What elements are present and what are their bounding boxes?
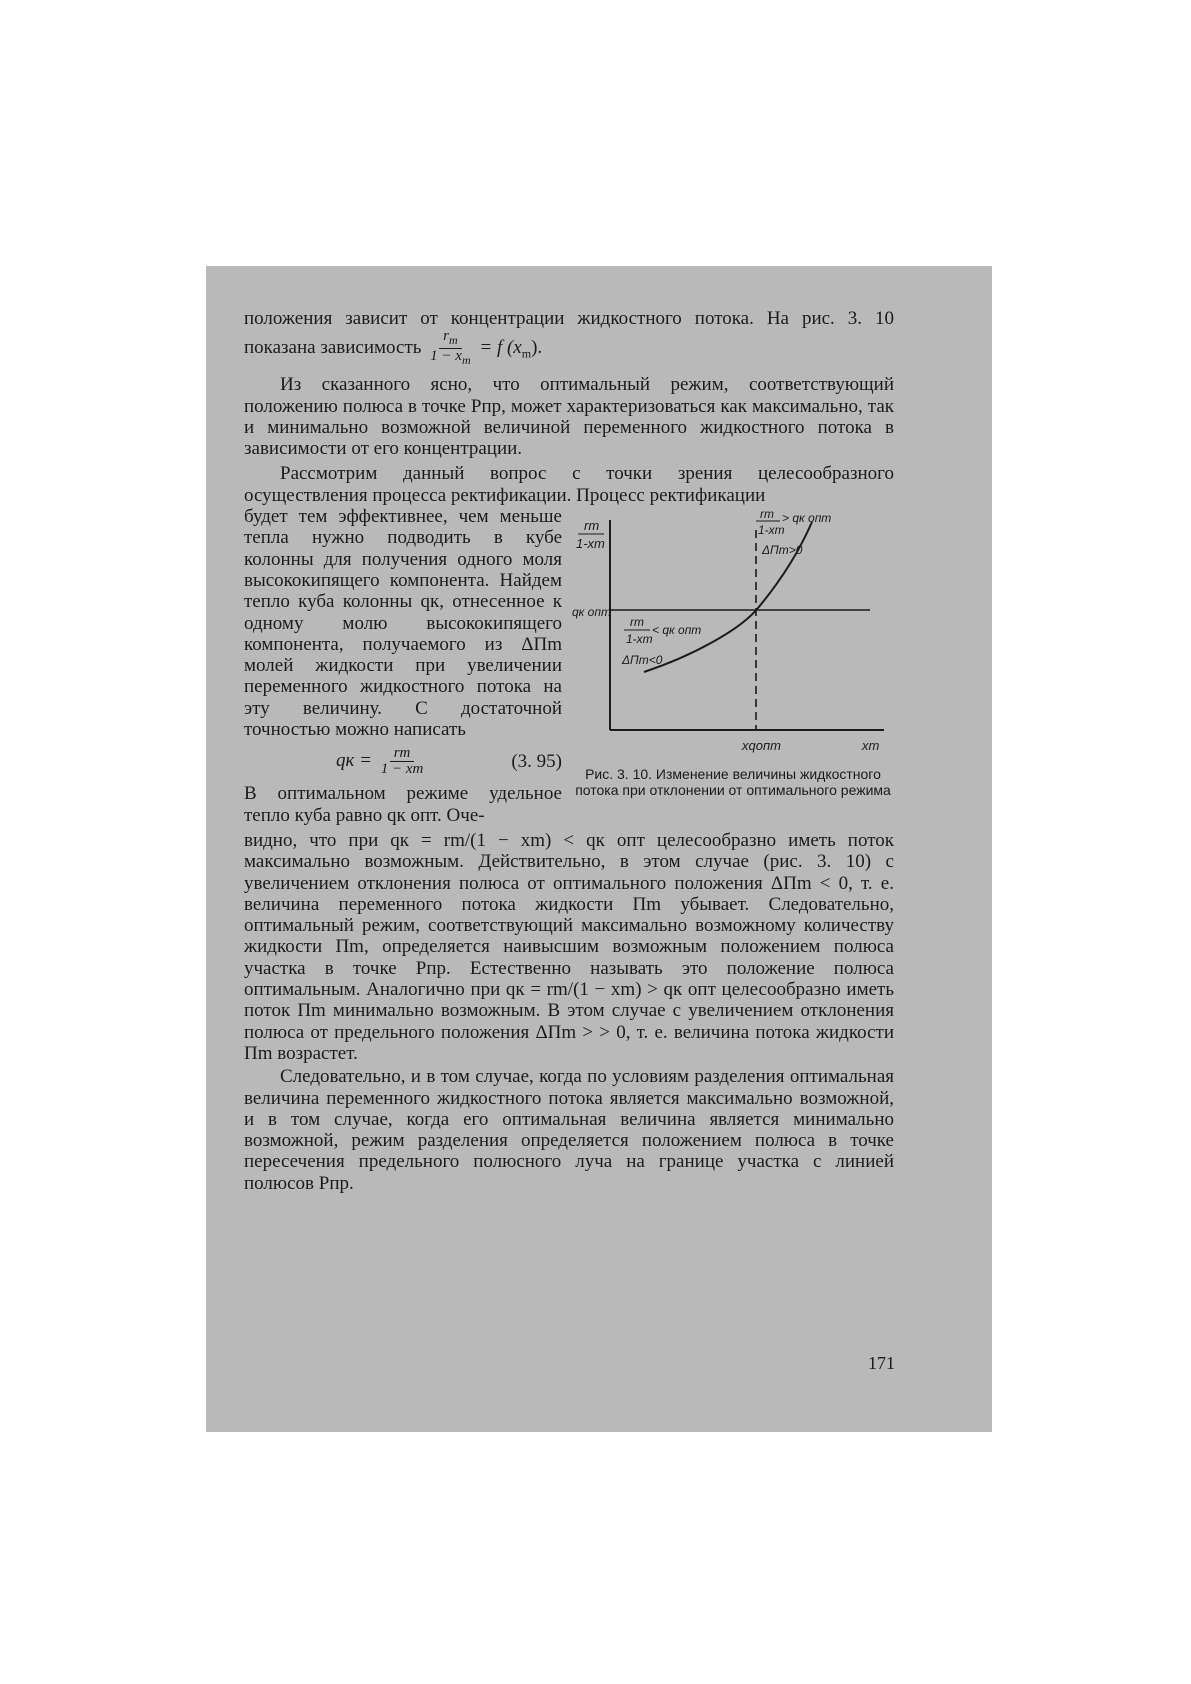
- equation-denominator: 1 − xm: [380, 761, 424, 778]
- page-body: [244, 308, 894, 1194]
- upper-note-numerator: rm: [760, 508, 774, 522]
- lower-note-relation: < qк опт: [652, 623, 702, 638]
- equation-fraction: [377, 746, 428, 777]
- upper-note-denominator: 1-xm: [758, 523, 785, 538]
- function-close: ).: [531, 337, 543, 359]
- equation-lhs: qк =: [336, 750, 377, 772]
- figure-3-10: [572, 508, 894, 798]
- paragraph-6: Следовательно, и в том случае, когда по условиям разделения оптимальная величина переменного жидкостного потока является максимально возможной, и в том случае, когда его оптимальная величина является минимально возможной, режим разделения определяется положением полюса в точке пересечения предельного полюсного луча на границе участка с линией полюсов Pпр.: [244, 1066, 894, 1194]
- paragraph-4-wrap: В оптимальном режиме удельное тепло куба равно qк опт. Оче-: [244, 783, 562, 826]
- x-tick-x-opt: xqопт: [742, 738, 781, 754]
- y-label-denominator: 1-xm: [576, 536, 605, 552]
- y-label-numerator: rm: [584, 518, 600, 534]
- x-axis-label: xm: [862, 738, 880, 754]
- fraction-denominator-sub: m: [461, 353, 471, 368]
- lower-note-numerator: rm: [630, 615, 644, 630]
- paragraph-5: видно, что при qк = rm/(1 − xm) < qк опт целесообразно иметь поток максимально возможным. Действительно, в этом случае (рис. 3. 10) с увеличением отклонения полюса от оптимального положения ΔПm < 0, т. е. величина переменного потока жидкости Пm убывает. Следовательно, оптимальный режим, соответствующий максимально возможному количеству жидкости Пm, определяется наивысшим возможным положением полюса участка в точке Pпр. Естественно называть это положение полюса оптимальным. Аналогично при qк = rm/(1 − xm) > qк опт целесообразно иметь поток Пm минимально возможным. В этом случае с увеличением отклонения полюса от предельного положения ΔПm > > 0, т. е. величина потока жидкости Пm возрастет.: [244, 829, 894, 1064]
- paragraph-3-wrap: будет тем эффективнее, чем меньше тепла нужно подводить в кубе колонны для получения одного моля высококипящего компонента. Найдем тепло куба колонны qк, отнесенное к одному молю высококипящего компонента, получаемого из ΔПm молей жидкости при увеличении переменного жидкостного потока на эту величину. С достаточной точностью можно написать: [244, 506, 562, 741]
- paragraph-3-intro: Рассмотрим данный вопрос с точки зрения целесообразного осуществления процесса ректификации. Процесс ректификации: [244, 463, 894, 506]
- y-tick-q-opt: qк опт: [572, 605, 611, 620]
- page-number: 171: [868, 1353, 895, 1373]
- fraction-numerator-sub: m: [448, 333, 458, 348]
- figure-caption: Рис. 3. 10. Изменение величины жидкостного потока при отклонении от оптимального режима: [575, 766, 891, 799]
- equation-body: [336, 746, 427, 777]
- paragraph-2: Из сказанного ясно, что оптимальный режим, соответствующий положению полюса в точке Pпр, может характеризоваться как максимально, так и минимально возможной величиной переменного жидкостного потока в зависимости от его концентрации.: [244, 374, 894, 460]
- equation-3-95: [244, 746, 562, 777]
- wrapped-text-column: [244, 506, 562, 826]
- inline-fraction: [426, 329, 474, 368]
- lower-note-delta: ΔПm<0: [622, 653, 663, 668]
- paragraph-1-text: положения зависит от концентрации жидкостного потока. На рис. 3. 10 показана зависимость: [244, 308, 894, 359]
- fraction-denominator: 1 − x: [430, 348, 462, 365]
- equation-numerator: rm: [390, 746, 415, 762]
- upper-note-delta: ΔПm>0: [762, 543, 803, 558]
- function-sub: m: [521, 346, 532, 361]
- figure-chart: [572, 508, 894, 758]
- function-expression: = f (x: [474, 337, 522, 359]
- paragraph-1: [244, 308, 894, 368]
- upper-note-relation: > qк опт: [782, 511, 832, 526]
- fraction-numerator: r: [443, 328, 449, 345]
- equation-number: (3. 95): [511, 751, 562, 773]
- lower-note-denominator: 1-xm: [626, 632, 653, 647]
